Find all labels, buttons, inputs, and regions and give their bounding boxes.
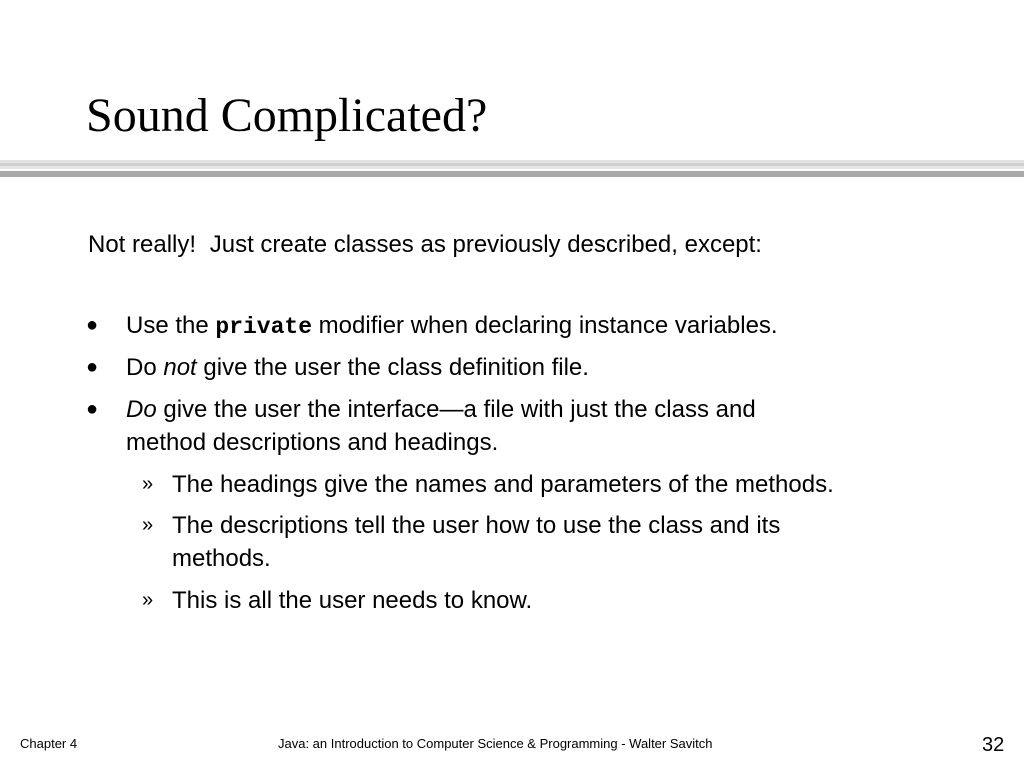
sub-bullet-item-descriptions [142,509,781,542]
bullet-item-definition-file [86,351,589,384]
sub-bullet-text: The headings give the names and parameters of the methods. [172,471,834,498]
slide-number: 32 [982,734,1005,756]
title-divider-band [0,166,1024,169]
bullet-item-interface [86,393,756,426]
sub-bullet-text: The descriptions tell the user how to use the class and its [172,512,781,539]
bullet-marker-icon: ● [86,398,99,420]
footer-chapter: Chapter 4 [20,736,78,751]
bullet-marker-icon: ● [86,356,99,378]
sub-bullet-marker-icon: » [142,589,154,611]
sub-bullet-item-headings [142,468,834,501]
intro-text [88,229,762,261]
sub-bullet-item-descriptions-continued [172,542,271,575]
sub-bullet-item-need-to-know [142,584,533,617]
sub-bullet-marker-icon: » [142,473,154,495]
emphasis-text: Do [126,396,157,423]
bullet-text: method descriptions and headings. [126,429,499,456]
bullet-text: modifier when declaring instance variables. [312,312,778,339]
bullet-item-private [86,309,778,344]
bullet-text: Use the [126,312,216,339]
bullet-marker-icon: ● [86,314,99,336]
intro-first: Not really! [88,231,197,258]
sub-bullet-text: methods. [172,545,271,572]
slide-title: Sound Complicated? [86,89,488,142]
title-divider-band [0,171,1024,177]
bullet-item-interface-continued [126,426,498,459]
intro-second: Just create classes as previously described, except: [209,231,762,258]
sub-bullet-marker-icon: » [142,514,154,536]
bullet-text: give the user the interface—a file with just the class and [156,396,756,423]
bullet-text: Do [126,354,164,381]
sub-bullet-text: This is all the user needs to know. [172,587,533,614]
code-keyword: private [215,314,313,340]
bullet-text: give the user the class definition file. [196,354,589,381]
title-divider [0,160,1024,180]
emphasis-text: not [163,354,197,381]
footer-course-title: Java: an Introduction to Computer Science & Programming - Walter Savitch [278,736,713,751]
